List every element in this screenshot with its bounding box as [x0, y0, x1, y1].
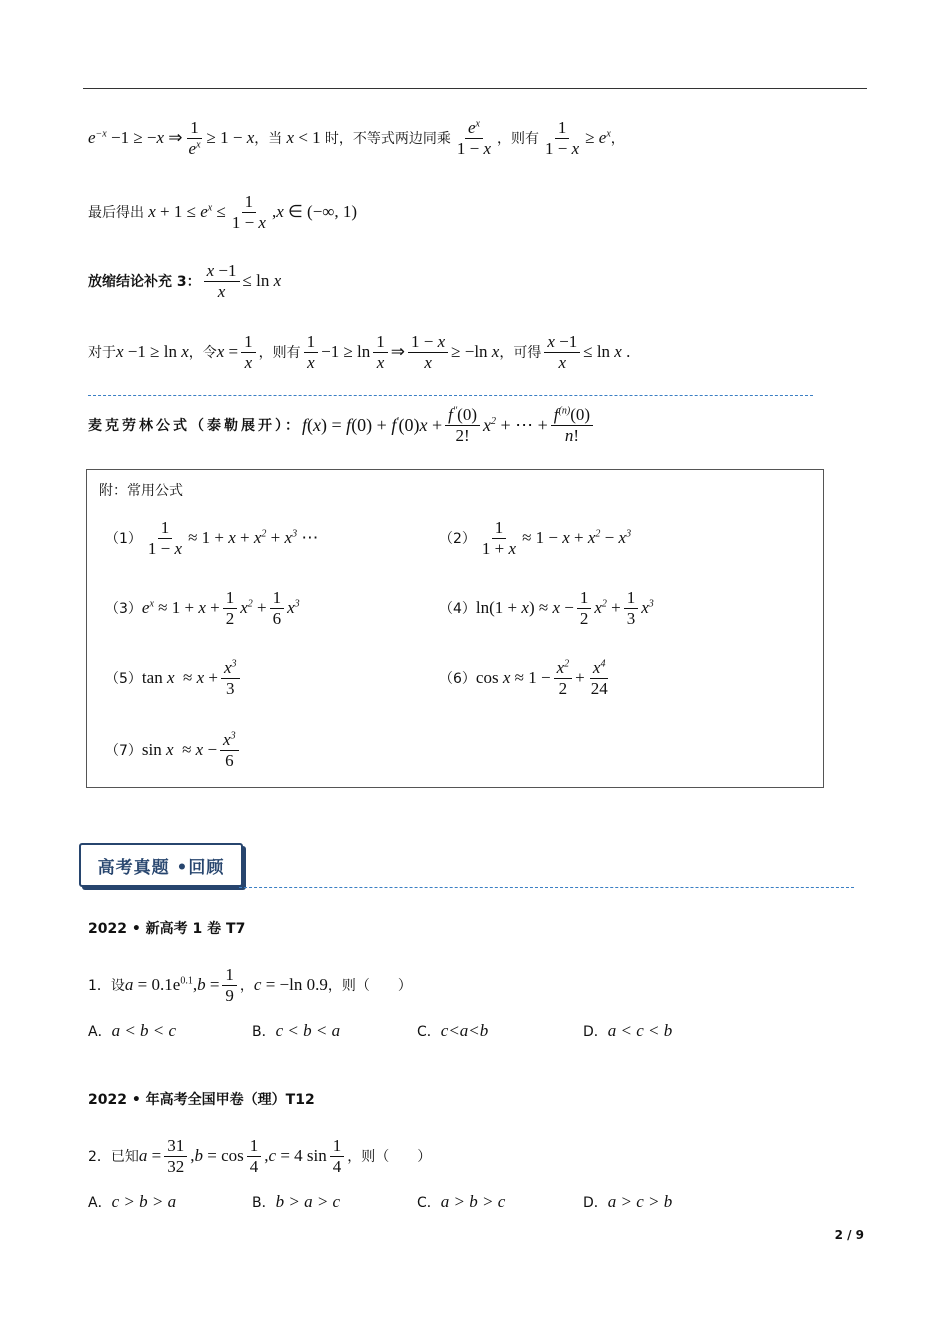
question-2-option-c[interactable]: C． a > b > c [417, 1192, 506, 1211]
maclaurin-formula: 麦克劳林公式（泰勒展开）： f(x) = f(0) + f'(0)x + $\frac{f''(0)}{2!}$ $x^2$ + ⋯ + $\frac{f^{(n)}(0)}{n!}$ [88, 405, 596, 445]
fraction: $\frac{1}{e^x}$ [188, 118, 201, 158]
question-1-option-c[interactable]: C． c<a<b [417, 1021, 489, 1040]
header-rule [83, 88, 867, 89]
question-2-stem: 2．已知 a = $\frac{31}{32}$ ,b = cos $\frac{1}{4}$ ,c = 4 sin $\frac{1}{4}$ ，则（ ） [88, 1136, 432, 1176]
question-1-option-d[interactable]: D． a < c < b [583, 1021, 673, 1040]
question-2-option-d[interactable]: D． a > c > b [583, 1192, 673, 1211]
question-2-option-a[interactable]: A． c > b > a [88, 1192, 177, 1211]
section-divider [88, 395, 813, 396]
inequality-line-2: 最后得出 $x + 1 \le e^x$ ≤ $\frac{1}{1 - x}$ ,x ∈ (−∞, 1) [88, 192, 358, 232]
formula-3: （3） $e^x \approx 1 + x$ + $\frac{1}{2}$ $x^2$ + $\frac{1}{6}$ $x^3$ [105, 588, 300, 628]
formula-6: （6） cos x ≈ 1 − $\frac{x^2}{2}$ + $\frac{x^4}{24}$ [439, 658, 608, 698]
fraction: $\frac{x -1}{x}$ [544, 332, 580, 372]
fraction: $\frac{1}{x}$ [373, 332, 388, 372]
formula-5: （5） tan x ≈ x + $\frac{x^3}{3}$ [105, 658, 243, 698]
question-1-option-b[interactable]: B． c < b < a [252, 1021, 341, 1040]
section-banner: 高考真题 •回顾 [79, 843, 243, 887]
fraction: $\frac{1}{1 - x}$ [231, 192, 266, 232]
supplement-3-heading: 放缩结论补充 3： $\frac{x -1}{x}$ ≤ ln x [88, 261, 282, 301]
question-2-source: 2022 • 年高考全国甲卷（理）T12 [88, 1092, 315, 1108]
common-formulas-box [86, 469, 824, 788]
formula-4: （4） ln(1 + x) ≈ x − $\frac{1}{2}$ $x^2$ + $\frac{1}{3}$ $x^3$ [439, 588, 654, 628]
inequality-line-1: $e^{-x} -1 \ge -x$ ⇒ $\frac{1}{e^x}$ ≥ 1 − x ，当 x < 1 时，不等式两边同乘 $\frac{e^x}{1 - x}$ ，则有 $\frac{1}{1 - x}$ ≥ $e^x$ ， [88, 118, 625, 158]
fraction: $\frac{1}{x}$ [304, 332, 319, 372]
formula-1: （1） $\frac{1}{1 - x}$ ≈ $1 + x + x^2 + x^3$ ⋯ [105, 518, 319, 558]
fraction: $\frac{1 - x}{x}$ [408, 332, 448, 372]
fraction: $\frac{x -1}{x}$ [204, 261, 240, 301]
formula-7: （7） sin x ≈ x − $\frac{x^3}{6}$ [105, 730, 242, 770]
fraction: $\frac{f''(0)}{2!}$ [445, 405, 480, 445]
fraction: $\frac{1}{x}$ [241, 332, 256, 372]
page-number: 2 / 9 [834, 1228, 864, 1242]
banner-divider [239, 887, 854, 888]
question-1-source: 2022 • 新高考 1 卷 T7 [88, 921, 246, 937]
box-title: 附：常用公式 [99, 483, 183, 499]
question-1-option-a[interactable]: A． a < b < c [88, 1021, 177, 1040]
fraction: $\frac{f^{(n)}(0)}{n!}$ [551, 405, 593, 445]
fraction: $\frac{1}{1 - x}$ [545, 118, 580, 158]
fraction: $\frac{e^x}{1 - x}$ [456, 118, 492, 158]
question-2-option-b[interactable]: B． b > a > c [252, 1192, 341, 1211]
supplement-3-body: 对于 x −1 ≥ ln x ，令 x = $\frac{1}{x}$ ，则有 $\frac{1}{x}$ −1 ≥ ln $\frac{1}{x}$ ⇒ $\frac{1 - x}{x}$ ≥ −ln x ，可得 $\frac{x -1}{x}$ ≤ ln x . [88, 332, 631, 372]
formula-2: （2） $\frac{1}{1 + x}$ ≈ $1 - x + x^2 - x^3$ [439, 518, 632, 558]
question-1-stem: 1．设 $a = 0.1e^{0.1},b$ = $\frac{1}{9}$ ， c = −ln 0.9 ，则（ ） [88, 965, 412, 1005]
